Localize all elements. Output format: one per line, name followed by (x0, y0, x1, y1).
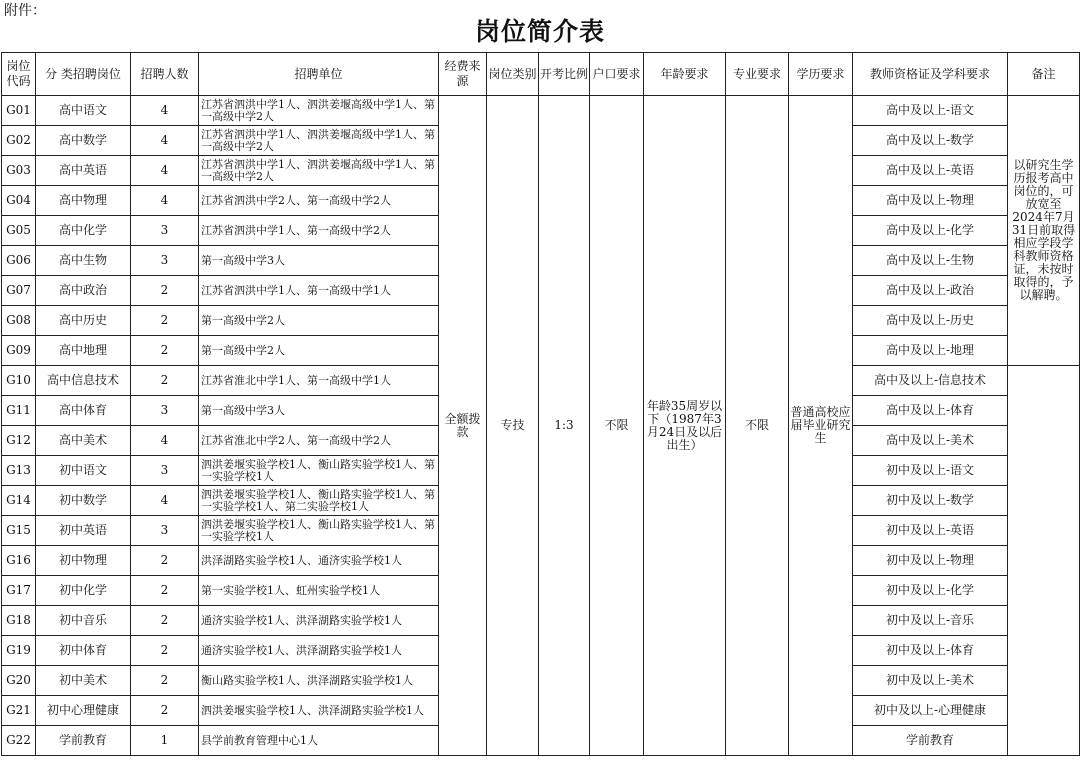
hire-count: 3 (131, 396, 199, 426)
post-name: 高中英语 (36, 156, 131, 186)
hiring-unit: 泗洪姜堰实验学校1人、衡山路实验学校1人、第一实验学校1人 (199, 516, 439, 546)
post-name: 高中语文 (36, 96, 131, 126)
certificate-requirement: 高中及以上-数学 (853, 126, 1008, 156)
post-name: 高中信息技术 (36, 366, 131, 396)
header-unit: 招聘单位 (199, 53, 439, 96)
header-certificate: 教师资格证及学科要求 (853, 53, 1008, 96)
post-name: 高中数学 (36, 126, 131, 156)
hire-count: 4 (131, 126, 199, 156)
table-row (2, 96, 1080, 126)
post-name: 高中生物 (36, 246, 131, 276)
hiring-unit: 通济实验学校1人、洪泽湖路实验学校1人 (199, 606, 439, 636)
shared-education: 普通高校应届毕业研究生 (789, 96, 853, 756)
post-name: 高中政治 (36, 276, 131, 306)
certificate-requirement: 高中及以上-历史 (853, 306, 1008, 336)
header-major: 专业要求 (726, 53, 789, 96)
certificate-requirement: 高中及以上-英语 (853, 156, 1008, 186)
certificate-requirement: 高中及以上-体育 (853, 396, 1008, 426)
hire-count: 3 (131, 246, 199, 276)
hiring-unit: 第一高级中学3人 (199, 396, 439, 426)
post-code: G16 (2, 546, 36, 576)
header-ratio: 开考比例 (539, 53, 590, 96)
post-name: 高中化学 (36, 216, 131, 246)
hiring-unit: 第一高级中学2人 (199, 306, 439, 336)
header-category: 分 类招聘岗位 (36, 53, 131, 96)
post-name: 初中美术 (36, 666, 131, 696)
post-name: 高中物理 (36, 186, 131, 216)
hire-count: 4 (131, 426, 199, 456)
certificate-requirement: 初中及以上-美术 (853, 666, 1008, 696)
post-name: 初中数学 (36, 486, 131, 516)
shared-type: 专技 (487, 96, 539, 756)
certificate-requirement: 高中及以上-美术 (853, 426, 1008, 456)
header-count: 招聘人数 (131, 53, 199, 96)
page-title: 岗位简介表 (474, 17, 605, 46)
post-code: G09 (2, 336, 36, 366)
shared-funding: 全额拨款 (439, 96, 487, 756)
hire-count: 2 (131, 306, 199, 336)
post-code: G14 (2, 486, 36, 516)
post-code: G22 (2, 726, 36, 756)
hiring-unit: 通济实验学校1人、洪泽湖路实验学校1人 (199, 636, 439, 666)
hiring-unit: 第一高级中学3人 (199, 246, 439, 276)
hiring-unit: 洪泽湖路实验学校1人、通济实验学校1人 (199, 546, 439, 576)
certificate-requirement: 初中及以上-语文 (853, 456, 1008, 486)
certificate-requirement: 初中及以上-英语 (853, 516, 1008, 546)
hiring-unit: 衡山路实验学校1人、洪泽湖路实验学校1人 (199, 666, 439, 696)
shared-hukou: 不限 (590, 96, 644, 756)
certificate-requirement: 初中及以上-音乐 (853, 606, 1008, 636)
hiring-unit: 泗洪姜堰实验学校1人、洪泽湖路实验学校1人 (199, 696, 439, 726)
hire-count: 2 (131, 606, 199, 636)
hiring-unit: 县学前教育管理中心1人 (199, 726, 439, 756)
header-row (2, 53, 1080, 96)
hiring-unit: 江苏省泗洪中学1人、第一高级中学1人 (199, 276, 439, 306)
post-name: 初中心理健康 (36, 696, 131, 726)
hire-count: 4 (131, 186, 199, 216)
post-name: 高中历史 (36, 306, 131, 336)
hire-count: 3 (131, 516, 199, 546)
post-code: G03 (2, 156, 36, 186)
header-education: 学历要求 (789, 53, 853, 96)
hire-count: 2 (131, 666, 199, 696)
hire-count: 2 (131, 636, 199, 666)
certificate-requirement: 高中及以上-地理 (853, 336, 1008, 366)
hire-count: 1 (131, 726, 199, 756)
hiring-unit: 江苏省泗洪中学1人、泗洪姜堰高级中学1人、第一高级中学2人 (199, 126, 439, 156)
certificate-requirement: 初中及以上-物理 (853, 546, 1008, 576)
certificate-requirement: 初中及以上-心理健康 (853, 696, 1008, 726)
post-name: 初中化学 (36, 576, 131, 606)
job-rows (2, 96, 1080, 756)
post-code: G18 (2, 606, 36, 636)
certificate-requirement: 高中及以上-化学 (853, 216, 1008, 246)
hiring-unit: 江苏省淮北中学1人、第一高级中学1人 (199, 366, 439, 396)
post-code: G01 (2, 96, 36, 126)
hiring-unit: 江苏省淮北中学2人、第一高级中学2人 (199, 426, 439, 456)
header-type: 岗位类别 (487, 53, 539, 96)
remark-note: 以研究生学历报考高中岗位的，可放宽至2024年7月31日前取得相应学段学科教师资格证，未按时取得的，予以解聘。 (1008, 96, 1080, 366)
post-code: G12 (2, 426, 36, 456)
header-code: 岗位代码 (2, 53, 36, 96)
shared-ratio: 1:3 (539, 96, 590, 756)
post-name: 学前教育 (36, 726, 131, 756)
post-code: G13 (2, 456, 36, 486)
certificate-requirement: 高中及以上-生物 (853, 246, 1008, 276)
certificate-requirement: 高中及以上-语文 (853, 96, 1008, 126)
hiring-unit: 江苏省泗洪中学1人、泗洪姜堰高级中学1人、第一高级中学2人 (199, 96, 439, 126)
hiring-unit: 泗洪姜堰实验学校1人、衡山路实验学校1人、第一实验学校1人 (199, 456, 439, 486)
post-name: 初中物理 (36, 546, 131, 576)
post-code: G05 (2, 216, 36, 246)
hiring-unit: 江苏省泗洪中学2人、第一高级中学2人 (199, 186, 439, 216)
certificate-requirement: 初中及以上-体育 (853, 636, 1008, 666)
post-code: G08 (2, 306, 36, 336)
hire-count: 3 (131, 456, 199, 486)
remark-empty (1008, 366, 1080, 756)
certificate-requirement: 高中及以上-信息技术 (853, 366, 1008, 396)
post-code: G15 (2, 516, 36, 546)
post-code: G17 (2, 576, 36, 606)
post-name: 初中音乐 (36, 606, 131, 636)
hiring-unit: 江苏省泗洪中学1人、第一高级中学2人 (199, 216, 439, 246)
post-code: G19 (2, 636, 36, 666)
post-name: 高中地理 (36, 336, 131, 366)
hire-count: 2 (131, 576, 199, 606)
post-code: G06 (2, 246, 36, 276)
hire-count: 2 (131, 276, 199, 306)
post-name: 初中语文 (36, 456, 131, 486)
post-code: G10 (2, 366, 36, 396)
job-table (1, 52, 1080, 756)
hire-count: 2 (131, 696, 199, 726)
shared-major: 不限 (726, 96, 789, 756)
post-code: G07 (2, 276, 36, 306)
post-name: 初中英语 (36, 516, 131, 546)
post-name: 初中体育 (36, 636, 131, 666)
post-name: 高中体育 (36, 396, 131, 426)
hire-count: 3 (131, 216, 199, 246)
post-name: 高中美术 (36, 426, 131, 456)
hire-count: 4 (131, 96, 199, 126)
hire-count: 2 (131, 366, 199, 396)
hire-count: 4 (131, 156, 199, 186)
hiring-unit: 第一高级中学2人 (199, 336, 439, 366)
post-code: G04 (2, 186, 36, 216)
post-code: G11 (2, 396, 36, 426)
header-hukou: 户口要求 (590, 53, 644, 96)
hiring-unit: 第一实验学校1人、虹州实验学校1人 (199, 576, 439, 606)
attachment-label: 附件： (4, 3, 46, 19)
hiring-unit: 泗洪姜堰实验学校1人、衡山路实验学校1人、第一实验学校1人、第二实验学校1人 (199, 486, 439, 516)
certificate-requirement: 学前教育 (853, 726, 1008, 756)
header-funding: 经费来源 (439, 53, 487, 96)
hiring-unit: 江苏省泗洪中学1人、泗洪姜堰高级中学1人、第一高级中学2人 (199, 156, 439, 186)
certificate-requirement: 初中及以上-数学 (853, 486, 1008, 516)
header-remark: 备注 (1008, 53, 1080, 96)
shared-age: 年龄35周岁以下（1987年3月24日及以后出生） (644, 96, 726, 756)
hire-count: 4 (131, 486, 199, 516)
certificate-requirement: 高中及以上-物理 (853, 186, 1008, 216)
post-code: G21 (2, 696, 36, 726)
hire-count: 2 (131, 336, 199, 366)
post-code: G02 (2, 126, 36, 156)
header-age: 年龄要求 (644, 53, 726, 96)
certificate-requirement: 初中及以上-化学 (853, 576, 1008, 606)
hire-count: 2 (131, 546, 199, 576)
certificate-requirement: 高中及以上-政治 (853, 276, 1008, 306)
post-code: G20 (2, 666, 36, 696)
